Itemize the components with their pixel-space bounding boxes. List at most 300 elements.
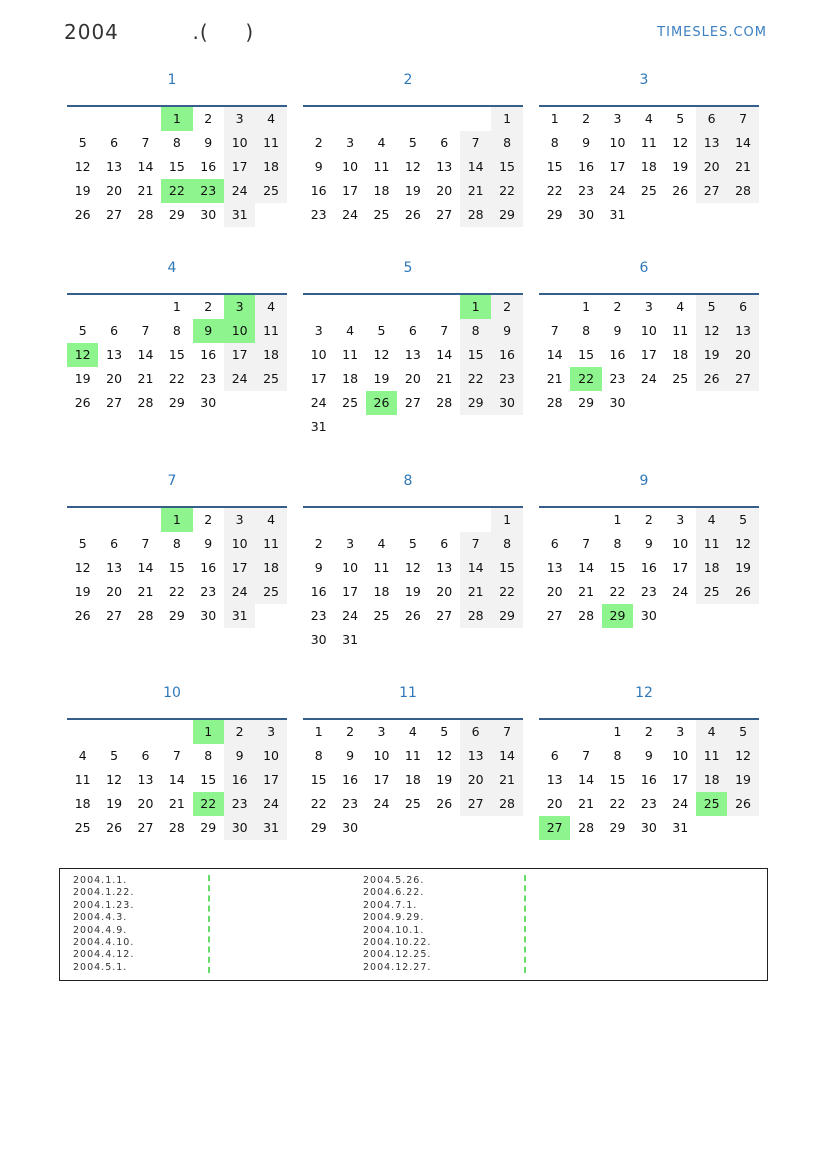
day-cell[interactable]: 22: [168, 584, 185, 599]
day-cell[interactable]: 14: [491, 744, 522, 768]
day-cell[interactable]: 28: [727, 179, 758, 203]
day-cell[interactable]: 1: [550, 111, 559, 126]
day-cell[interactable]: 15: [609, 560, 626, 575]
day-cell[interactable]: 10: [342, 560, 359, 575]
day-cell[interactable]: 1: [491, 107, 522, 131]
day-cell[interactable]: 9: [346, 748, 355, 763]
day-cell[interactable]: 3: [377, 724, 386, 739]
day-cell[interactable]: 7: [582, 536, 591, 551]
day-cell[interactable]: 2: [314, 536, 323, 551]
day-cell[interactable]: 5: [78, 323, 87, 338]
day-cell[interactable]: 18: [373, 183, 390, 198]
day-cell[interactable]: 18: [373, 584, 390, 599]
day-cell[interactable]: 13: [106, 560, 123, 575]
day-cell[interactable]: 18: [404, 772, 421, 787]
day-cell[interactable]: 20: [546, 796, 563, 811]
day-cell[interactable]: 19: [727, 768, 758, 792]
day-cell[interactable]: 2: [582, 111, 591, 126]
day-cell[interactable]: 3: [676, 724, 685, 739]
day-cell[interactable]: 13: [106, 159, 123, 174]
day-cell[interactable]: 24: [640, 371, 657, 386]
day-cell[interactable]: 13: [106, 347, 123, 362]
day-cell[interactable]: 29: [168, 608, 185, 623]
day-cell[interactable]: 4: [676, 299, 685, 314]
day-cell[interactable]: 21: [168, 796, 185, 811]
day-cell[interactable]: 5: [727, 720, 758, 744]
day-cell[interactable]: 22: [570, 367, 601, 391]
day-cell[interactable]: 3: [314, 323, 323, 338]
day-cell[interactable]: 7: [141, 536, 150, 551]
day-cell[interactable]: 28: [168, 820, 185, 835]
day-cell[interactable]: 12: [74, 159, 91, 174]
day-cell[interactable]: 17: [672, 560, 689, 575]
day-cell[interactable]: 21: [460, 179, 491, 203]
day-cell[interactable]: 7: [141, 135, 150, 150]
day-cell[interactable]: 29: [609, 820, 626, 835]
day-cell[interactable]: 3: [613, 111, 622, 126]
day-cell[interactable]: 24: [310, 395, 327, 410]
day-cell[interactable]: 16: [640, 560, 657, 575]
day-cell[interactable]: 10: [640, 323, 657, 338]
day-cell[interactable]: 21: [137, 371, 154, 386]
day-cell[interactable]: 1: [172, 299, 181, 314]
day-cell[interactable]: 15: [491, 155, 522, 179]
day-cell[interactable]: 17: [672, 772, 689, 787]
day-cell[interactable]: 9: [204, 135, 213, 150]
day-cell[interactable]: 31: [609, 207, 626, 222]
day-cell[interactable]: 13: [436, 560, 453, 575]
day-cell[interactable]: 3: [224, 295, 255, 319]
day-cell[interactable]: 31: [310, 419, 327, 434]
day-cell[interactable]: 4: [346, 323, 355, 338]
day-cell[interactable]: 18: [255, 343, 286, 367]
day-cell[interactable]: 13: [436, 159, 453, 174]
day-cell[interactable]: 6: [408, 323, 417, 338]
day-cell[interactable]: 7: [141, 323, 150, 338]
day-cell[interactable]: 25: [404, 796, 421, 811]
day-cell[interactable]: 9: [204, 536, 213, 551]
day-cell[interactable]: 4: [377, 135, 386, 150]
day-cell[interactable]: 15: [168, 347, 185, 362]
day-cell[interactable]: 21: [137, 584, 154, 599]
day-cell[interactable]: 30: [224, 816, 255, 840]
day-cell[interactable]: 2: [644, 512, 653, 527]
day-cell[interactable]: 19: [436, 772, 453, 787]
day-cell[interactable]: 10: [672, 536, 689, 551]
day-cell[interactable]: 27: [460, 792, 491, 816]
day-cell[interactable]: 1: [582, 299, 591, 314]
day-cell[interactable]: 30: [200, 395, 217, 410]
day-cell[interactable]: 3: [346, 536, 355, 551]
day-cell[interactable]: 19: [74, 371, 91, 386]
day-cell[interactable]: 26: [404, 207, 421, 222]
day-cell[interactable]: 31: [255, 816, 286, 840]
day-cell[interactable]: 19: [74, 584, 91, 599]
day-cell[interactable]: 9: [314, 159, 323, 174]
day-cell[interactable]: 7: [172, 748, 181, 763]
day-cell[interactable]: 11: [342, 347, 359, 362]
day-cell[interactable]: 3: [224, 508, 255, 532]
day-cell[interactable]: 6: [110, 323, 119, 338]
day-cell[interactable]: 15: [168, 560, 185, 575]
day-cell[interactable]: 6: [110, 135, 119, 150]
day-cell[interactable]: 15: [168, 159, 185, 174]
day-cell[interactable]: 30: [491, 391, 522, 415]
day-cell[interactable]: 25: [696, 580, 727, 604]
day-cell[interactable]: 28: [578, 608, 595, 623]
day-cell[interactable]: 28: [460, 203, 491, 227]
day-cell[interactable]: 30: [609, 395, 626, 410]
day-cell[interactable]: 8: [613, 748, 622, 763]
day-cell[interactable]: 10: [224, 319, 255, 343]
day-cell[interactable]: 24: [224, 367, 255, 391]
day-cell[interactable]: 28: [137, 207, 154, 222]
day-cell[interactable]: 10: [373, 748, 390, 763]
day-cell[interactable]: 23: [609, 371, 626, 386]
day-cell[interactable]: 11: [373, 159, 390, 174]
day-cell[interactable]: 27: [106, 608, 123, 623]
day-cell[interactable]: 6: [550, 748, 559, 763]
day-cell[interactable]: 22: [460, 367, 491, 391]
day-cell[interactable]: 13: [404, 347, 421, 362]
day-cell[interactable]: 26: [404, 608, 421, 623]
day-cell[interactable]: 21: [491, 768, 522, 792]
day-cell[interactable]: 9: [644, 748, 653, 763]
day-cell[interactable]: 7: [440, 323, 449, 338]
day-cell[interactable]: 4: [255, 508, 286, 532]
day-cell[interactable]: 29: [491, 203, 522, 227]
day-cell[interactable]: 15: [310, 772, 327, 787]
day-cell[interactable]: 5: [78, 135, 87, 150]
day-cell[interactable]: 22: [193, 792, 224, 816]
day-cell[interactable]: 11: [672, 323, 689, 338]
brand-logo-text[interactable]: TIMESLES.COM: [657, 25, 767, 40]
day-cell[interactable]: 15: [491, 556, 522, 580]
day-cell[interactable]: 3: [224, 107, 255, 131]
day-cell[interactable]: 14: [578, 560, 595, 575]
day-cell[interactable]: 8: [460, 319, 491, 343]
day-cell[interactable]: 12: [436, 748, 453, 763]
day-cell[interactable]: 23: [342, 796, 359, 811]
day-cell[interactable]: 18: [672, 347, 689, 362]
day-cell[interactable]: 15: [578, 347, 595, 362]
day-cell[interactable]: 5: [408, 135, 417, 150]
day-cell[interactable]: 12: [74, 560, 91, 575]
day-cell[interactable]: 14: [546, 347, 563, 362]
day-cell[interactable]: 25: [255, 580, 286, 604]
day-cell[interactable]: 22: [546, 183, 563, 198]
day-cell[interactable]: 23: [200, 371, 217, 386]
day-cell[interactable]: 14: [727, 131, 758, 155]
day-cell[interactable]: 25: [74, 820, 91, 835]
day-cell[interactable]: 16: [342, 772, 359, 787]
day-cell[interactable]: 8: [491, 131, 522, 155]
day-cell[interactable]: 11: [74, 772, 91, 787]
day-cell[interactable]: 30: [640, 608, 657, 623]
day-cell[interactable]: 22: [161, 179, 192, 203]
day-cell[interactable]: 1: [491, 508, 522, 532]
day-cell[interactable]: 25: [255, 367, 286, 391]
day-cell[interactable]: 8: [172, 536, 181, 551]
day-cell[interactable]: 29: [546, 207, 563, 222]
day-cell[interactable]: 25: [373, 207, 390, 222]
day-cell[interactable]: 4: [696, 720, 727, 744]
day-cell[interactable]: 4: [78, 748, 87, 763]
day-cell[interactable]: 23: [310, 608, 327, 623]
day-cell[interactable]: 26: [366, 391, 397, 415]
day-cell[interactable]: 26: [436, 796, 453, 811]
day-cell[interactable]: 23: [310, 207, 327, 222]
day-cell[interactable]: 1: [314, 724, 323, 739]
day-cell[interactable]: 30: [640, 820, 657, 835]
day-cell[interactable]: 23: [193, 179, 224, 203]
day-cell[interactable]: 8: [491, 532, 522, 556]
day-cell[interactable]: 4: [696, 508, 727, 532]
day-cell[interactable]: 22: [609, 796, 626, 811]
day-cell[interactable]: 9: [613, 323, 622, 338]
day-cell[interactable]: 16: [491, 343, 522, 367]
day-cell[interactable]: 4: [408, 724, 417, 739]
day-cell[interactable]: 6: [440, 135, 449, 150]
day-cell[interactable]: 2: [613, 299, 622, 314]
day-cell[interactable]: 18: [696, 556, 727, 580]
day-cell[interactable]: 14: [137, 347, 154, 362]
day-cell[interactable]: 25: [640, 183, 657, 198]
day-cell[interactable]: 11: [255, 532, 286, 556]
day-cell[interactable]: 17: [224, 556, 255, 580]
day-cell[interactable]: 15: [546, 159, 563, 174]
day-cell[interactable]: 3: [676, 512, 685, 527]
day-cell[interactable]: 13: [460, 744, 491, 768]
day-cell[interactable]: 17: [224, 155, 255, 179]
day-cell[interactable]: 10: [310, 347, 327, 362]
day-cell[interactable]: 3: [255, 720, 286, 744]
day-cell[interactable]: 6: [440, 536, 449, 551]
day-cell[interactable]: 19: [696, 343, 727, 367]
day-cell[interactable]: 1: [161, 508, 192, 532]
day-cell[interactable]: 22: [310, 796, 327, 811]
day-cell[interactable]: 23: [640, 796, 657, 811]
day-cell[interactable]: 6: [727, 295, 758, 319]
day-cell[interactable]: 30: [342, 820, 359, 835]
day-cell[interactable]: 20: [727, 343, 758, 367]
day-cell[interactable]: 2: [204, 512, 213, 527]
day-cell[interactable]: 28: [546, 395, 563, 410]
day-cell[interactable]: 15: [200, 772, 217, 787]
day-cell[interactable]: 18: [696, 768, 727, 792]
day-cell[interactable]: 5: [676, 111, 685, 126]
day-cell[interactable]: 16: [200, 347, 217, 362]
day-cell[interactable]: 6: [110, 536, 119, 551]
day-cell[interactable]: 22: [168, 371, 185, 386]
day-cell[interactable]: 12: [67, 343, 98, 367]
day-cell[interactable]: 26: [727, 580, 758, 604]
day-cell[interactable]: 29: [602, 604, 633, 628]
day-cell[interactable]: 20: [436, 584, 453, 599]
day-cell[interactable]: 23: [491, 367, 522, 391]
day-cell[interactable]: 8: [172, 323, 181, 338]
day-cell[interactable]: 10: [609, 135, 626, 150]
day-cell[interactable]: 14: [460, 155, 491, 179]
day-cell[interactable]: 6: [550, 536, 559, 551]
day-cell[interactable]: 26: [672, 183, 689, 198]
day-cell[interactable]: 4: [255, 107, 286, 131]
day-cell[interactable]: 19: [727, 556, 758, 580]
day-cell[interactable]: 29: [491, 604, 522, 628]
day-cell[interactable]: 31: [342, 632, 359, 647]
day-cell[interactable]: 5: [440, 724, 449, 739]
day-cell[interactable]: 10: [224, 532, 255, 556]
day-cell[interactable]: 19: [74, 183, 91, 198]
day-cell[interactable]: 7: [460, 532, 491, 556]
day-cell[interactable]: 31: [224, 203, 255, 227]
day-cell[interactable]: 12: [404, 560, 421, 575]
day-cell[interactable]: 26: [106, 820, 123, 835]
day-cell[interactable]: 28: [137, 395, 154, 410]
day-cell[interactable]: 16: [310, 584, 327, 599]
day-cell[interactable]: 10: [672, 748, 689, 763]
day-cell[interactable]: 12: [727, 532, 758, 556]
day-cell[interactable]: 29: [578, 395, 595, 410]
day-cell[interactable]: 5: [110, 748, 119, 763]
day-cell[interactable]: 11: [696, 744, 727, 768]
day-cell[interactable]: 9: [491, 319, 522, 343]
day-cell[interactable]: 30: [200, 207, 217, 222]
day-cell[interactable]: 24: [672, 796, 689, 811]
day-cell[interactable]: 9: [224, 744, 255, 768]
day-cell[interactable]: 5: [377, 323, 386, 338]
day-cell[interactable]: 31: [224, 604, 255, 628]
day-cell[interactable]: 25: [373, 608, 390, 623]
day-cell[interactable]: 12: [373, 347, 390, 362]
day-cell[interactable]: 2: [204, 111, 213, 126]
day-cell[interactable]: 4: [644, 111, 653, 126]
day-cell[interactable]: 20: [436, 183, 453, 198]
day-cell[interactable]: 1: [613, 724, 622, 739]
day-cell[interactable]: 22: [491, 179, 522, 203]
day-cell[interactable]: 14: [436, 347, 453, 362]
day-cell[interactable]: 24: [672, 584, 689, 599]
day-cell[interactable]: 31: [672, 820, 689, 835]
day-cell[interactable]: 11: [255, 131, 286, 155]
day-cell[interactable]: 23: [200, 584, 217, 599]
day-cell[interactable]: 19: [106, 796, 123, 811]
day-cell[interactable]: 14: [578, 772, 595, 787]
day-cell[interactable]: 24: [609, 183, 626, 198]
day-cell[interactable]: 17: [310, 371, 327, 386]
day-cell[interactable]: 4: [255, 295, 286, 319]
day-cell[interactable]: 27: [696, 179, 727, 203]
day-cell[interactable]: 26: [74, 608, 91, 623]
day-cell[interactable]: 12: [404, 159, 421, 174]
day-cell[interactable]: 17: [342, 183, 359, 198]
day-cell[interactable]: 17: [373, 772, 390, 787]
day-cell[interactable]: 29: [200, 820, 217, 835]
day-cell[interactable]: 8: [550, 135, 559, 150]
day-cell[interactable]: 22: [609, 584, 626, 599]
day-cell[interactable]: 7: [727, 107, 758, 131]
day-cell[interactable]: 21: [460, 580, 491, 604]
day-cell[interactable]: 24: [224, 179, 255, 203]
day-cell[interactable]: 18: [342, 371, 359, 386]
day-cell[interactable]: 26: [727, 792, 758, 816]
day-cell[interactable]: 7: [491, 720, 522, 744]
day-cell[interactable]: 20: [106, 371, 123, 386]
day-cell[interactable]: 17: [224, 343, 255, 367]
day-cell[interactable]: 21: [546, 371, 563, 386]
day-cell[interactable]: 14: [137, 560, 154, 575]
day-cell[interactable]: 27: [436, 608, 453, 623]
day-cell[interactable]: 5: [696, 295, 727, 319]
day-cell[interactable]: 25: [696, 792, 727, 816]
day-cell[interactable]: 12: [672, 135, 689, 150]
day-cell[interactable]: 3: [346, 135, 355, 150]
day-cell[interactable]: 19: [672, 159, 689, 174]
day-cell[interactable]: 2: [491, 295, 522, 319]
day-cell[interactable]: 1: [161, 107, 192, 131]
day-cell[interactable]: 1: [613, 512, 622, 527]
day-cell[interactable]: 14: [168, 772, 185, 787]
day-cell[interactable]: 16: [578, 159, 595, 174]
day-cell[interactable]: 17: [609, 159, 626, 174]
day-cell[interactable]: 20: [137, 796, 154, 811]
day-cell[interactable]: 20: [696, 155, 727, 179]
day-cell[interactable]: 27: [404, 395, 421, 410]
day-cell[interactable]: 11: [640, 135, 657, 150]
day-cell[interactable]: 27: [106, 207, 123, 222]
day-cell[interactable]: 2: [314, 135, 323, 150]
day-cell[interactable]: 30: [578, 207, 595, 222]
day-cell[interactable]: 28: [460, 604, 491, 628]
day-cell[interactable]: 2: [346, 724, 355, 739]
day-cell[interactable]: 16: [224, 768, 255, 792]
day-cell[interactable]: 18: [74, 796, 91, 811]
day-cell[interactable]: 6: [696, 107, 727, 131]
day-cell[interactable]: 6: [460, 720, 491, 744]
day-cell[interactable]: 10: [255, 744, 286, 768]
day-cell[interactable]: 28: [491, 792, 522, 816]
day-cell[interactable]: 21: [727, 155, 758, 179]
day-cell[interactable]: 17: [342, 584, 359, 599]
day-cell[interactable]: 24: [342, 207, 359, 222]
day-cell[interactable]: 5: [408, 536, 417, 551]
day-cell[interactable]: 14: [137, 159, 154, 174]
day-cell[interactable]: 8: [613, 536, 622, 551]
day-cell[interactable]: 17: [255, 768, 286, 792]
day-cell[interactable]: 24: [255, 792, 286, 816]
day-cell[interactable]: 18: [255, 155, 286, 179]
day-cell[interactable]: 27: [106, 395, 123, 410]
day-cell[interactable]: 12: [106, 772, 123, 787]
day-cell[interactable]: 25: [255, 179, 286, 203]
day-cell[interactable]: 27: [546, 608, 563, 623]
day-cell[interactable]: 16: [609, 347, 626, 362]
day-cell[interactable]: 10: [342, 159, 359, 174]
day-cell[interactable]: 2: [644, 724, 653, 739]
day-cell[interactable]: 8: [204, 748, 213, 763]
day-cell[interactable]: 6: [141, 748, 150, 763]
day-cell[interactable]: 8: [314, 748, 323, 763]
day-cell[interactable]: 20: [546, 584, 563, 599]
day-cell[interactable]: 25: [342, 395, 359, 410]
day-cell[interactable]: 24: [373, 796, 390, 811]
day-cell[interactable]: 13: [727, 319, 758, 343]
day-cell[interactable]: 28: [578, 820, 595, 835]
day-cell[interactable]: 13: [696, 131, 727, 155]
day-cell[interactable]: 28: [436, 395, 453, 410]
day-cell[interactable]: 11: [696, 532, 727, 556]
day-cell[interactable]: 21: [578, 584, 595, 599]
